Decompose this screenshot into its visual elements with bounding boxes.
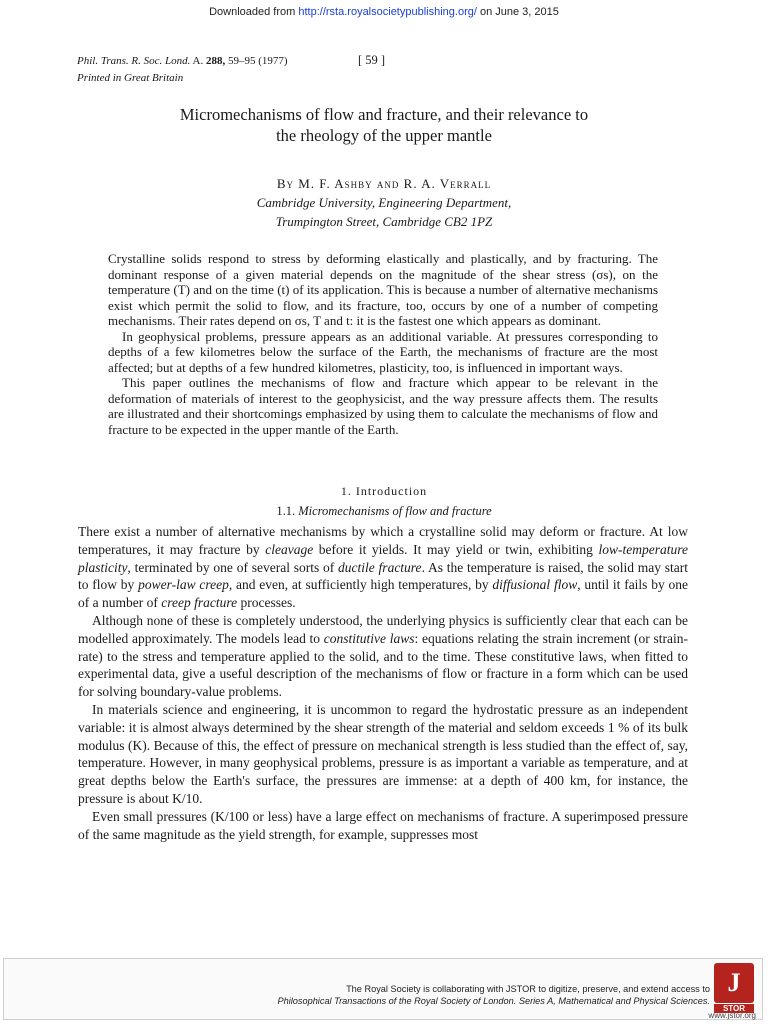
jstor-url-link[interactable]: www.jstor.org (708, 1011, 756, 1020)
download-source-link[interactable]: http://rsta.royalsocietypublishing.org/ (298, 6, 477, 18)
subsection-heading (0, 504, 768, 519)
jstor-logo-word: STOR (714, 1004, 754, 1013)
jstor-logo-icon[interactable]: J (714, 963, 754, 1003)
title-line-1: Micromechanisms of flow and fracture, and their relevance to (179, 105, 589, 124)
abstract-paragraph: In geophysical problems, pressure appears as an additional variable. At pressures corresponding to depths of a few kilometres below the surface of the Earth, the mechanisms of fracture are the most affected; but at depths of a few hundred kilometres, plasticity, too, is influenced in important ways. (108, 328, 658, 375)
text-span: : equations relating the strain increment (or strain-rate) to the stress and temperature applied to the solid, and to the time. These constitutive laws, when fitted to experimental data, give a useful description of the mechanisms of flow or fracture in a form which can be used for solving boundary-value problems. (78, 630, 688, 700)
emphasis-term: ductile fracture (338, 559, 422, 575)
body-paragraph-2 (78, 612, 688, 701)
text-span: , and even, at sufficiently high temperatures, by (228, 577, 493, 593)
body-paragraph-3: In materials science and engineering, it is uncommon to regard the hydrostatic pressure as an independent variable: it is almost always determined by the shear strength of the material and seldom exceeds 1 % of its bulk modulus (K). Because of this, the effect of pressure on mechanical strength is less studied than the effect of, say, temperature. However, in many geophysical problems, pressure is as important a variable as temperature, and at great depths below the Earth's surface, the pressures are immense: at a depth of 400 km, for instance, the pressure is about K/10. (78, 701, 688, 806)
jstor-footer (3, 958, 763, 1020)
text-span: . As the temperature is raised, the solid may start to flow by (78, 559, 689, 593)
text-span: processes. (237, 595, 296, 611)
footer-line-1: The Royal Society is collaborating with JSTOR to digitize, preserve, and extend access to (346, 984, 710, 994)
paper-title (0, 104, 768, 146)
emphasis-term: diffusional flow (492, 577, 578, 593)
download-notice (0, 6, 768, 18)
subsection-number: 1.1. (276, 504, 299, 518)
abstract (108, 251, 658, 437)
journal-reference (77, 53, 288, 87)
text-span: before it yields. It may yield or twin, exhibiting (313, 541, 599, 557)
footer-notice (277, 983, 710, 1007)
page-number: [ 59 ] (358, 53, 386, 67)
affiliation-line-2: Trumpington Street, Cambridge CB2 1PZ (275, 214, 493, 229)
section-heading: 1. Introduction (340, 484, 428, 498)
journal-name: Phil. Trans. R. Soc. Lond. (77, 55, 191, 67)
download-prefix: Downloaded from (209, 6, 299, 18)
emphasis-term: cleavage (265, 541, 314, 557)
body-paragraph-1 (78, 523, 688, 612)
emphasis-term: constitutive laws (323, 630, 415, 646)
emphasis-term: creep fracture (161, 595, 238, 611)
journal-series: A. (190, 55, 206, 67)
emphasis-term: low-temperature plasticity (78, 541, 688, 575)
footer-line-2: Philosophical Transactions of the Royal Society of London. Series A, Mathematical and Physical Sciences. (277, 996, 710, 1006)
title-line-2: the rheology of the upper mantle (276, 126, 492, 145)
text-span: , terminated by one of several sorts of (127, 559, 339, 575)
body-paragraph-4: Even small pressures (K/100 or less) have a large effect on mechanisms of fracture. A superimposed pressure of the same magnitude as the yield strength, for example, suppresses most (78, 808, 688, 842)
text-span: There exist a number of alternative mechanisms by which a crystalline solid may deform or fracture. At low temperatures, it may fracture by (78, 524, 688, 557)
emphasis-term: power-law creep (138, 577, 229, 593)
affiliation-line-1: Cambridge University, Engineering Department, (256, 195, 512, 210)
abstract-paragraph: This paper outlines the mechanisms of flow and fracture which appear to be relevant in the deformation of materials of interest to the geophysicist, and the way pressure affects them. The results are illustrated and their shortcomings emphasized by using them to calculate the mechanisms of flow and fracture to be expected in the upper mantle of the Earth. (108, 375, 658, 437)
subsection-title: Micromechanisms of flow and fracture (298, 504, 492, 518)
body-text (78, 523, 688, 843)
printed-in: Printed in Great Britain (77, 72, 184, 84)
journal-volume: 288, (205, 55, 226, 67)
text-span: Although none of these is completely understood, the underlying physics is sufficiently clear that each can be modelled approximately. The models lead to (78, 612, 688, 646)
download-suffix: on June 3, 2015 (476, 6, 559, 18)
author-block (0, 174, 768, 231)
text-span: , until it fails by one of a number of (78, 577, 688, 611)
abstract-paragraph: Crystalline solids respond to stress by deforming elastically and plastically, and by fracturing. The dominant response of a given material depends on the magnitude of the shear stress (σs), on the temperature (T) and on the time (t) of its application. This is because a number of alternative mechanisms exist which permit the solid to flow, and its fracture, too, occurs by one of a number of competing mechanisms. Their rates depend on σs, T and t: it is the fastest one which appears as dominant. (108, 251, 658, 328)
author-byline: By M. F. Ashby and R. A. Verrall (276, 176, 492, 191)
journal-pages: 59–95 (1977) (225, 55, 288, 67)
